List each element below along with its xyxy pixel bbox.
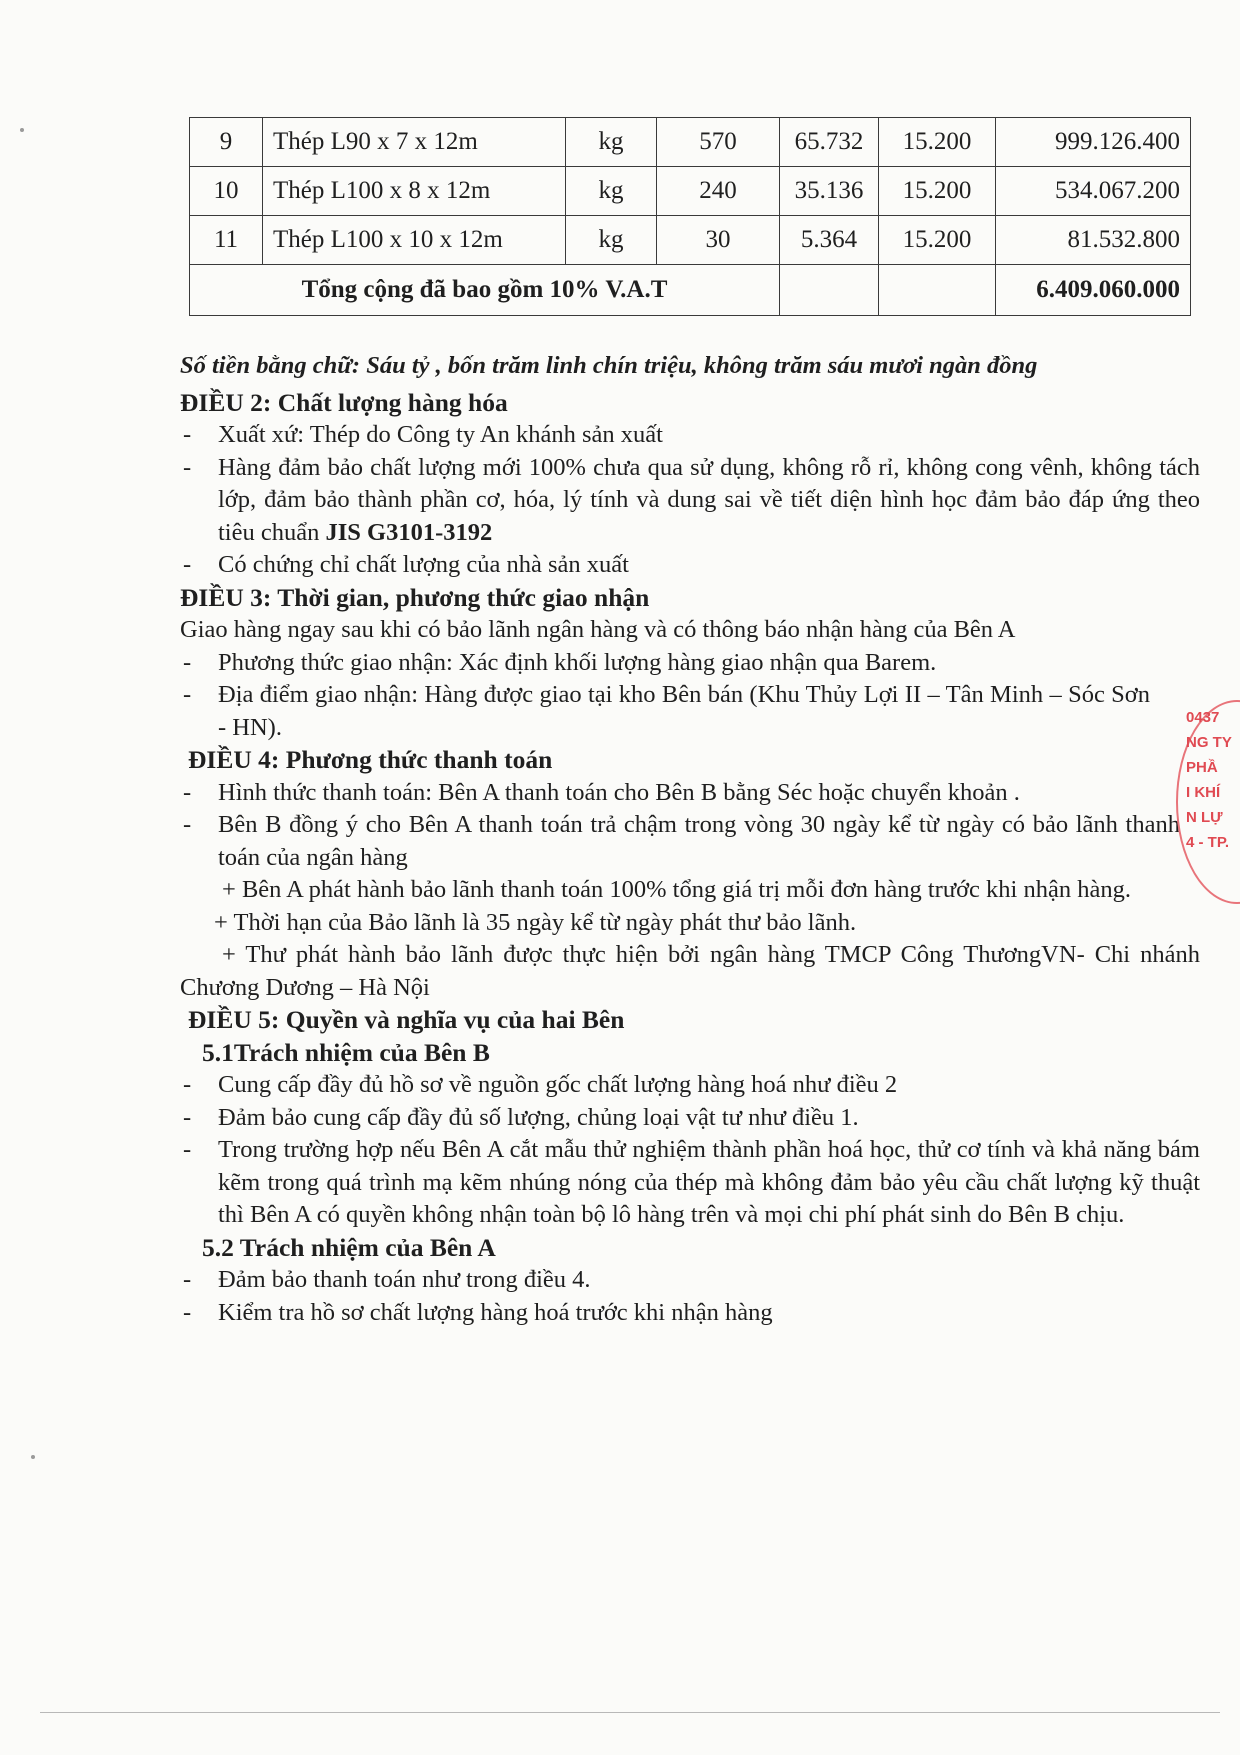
- grand-total: 6.409.060.000: [996, 265, 1191, 316]
- quality-standard: JIS G3101-3192: [325, 518, 493, 546]
- item-unit-price: 15.200: [879, 167, 996, 216]
- list-item: - Trong trường hợp nếu Bên A cắt mẫu thử nghiệm thành phần hoá học, thử cơ tính và khả năng bám kẽm trong quá trình mạ kẽm nhúng nóng của thép mà không đảm bảo yêu cầu chất lượng kỹ thuật thì Bên A có quyền không nhận toàn bộ lô hàng trên và mọi chi phí phát sinh do Bên B chịu.: [180, 1134, 1200, 1232]
- payment-detail: + Thư phát hành bảo lãnh được thực hiện bởi ngân hàng TMCP Công ThươngVN- Chi nhánh Chương Dương – Hà Nội: [180, 941, 1200, 1001]
- section-5-2-heading: 5.2 Trách nhiệm của Bên A: [202, 1232, 496, 1262]
- item-weight: 5.364: [780, 216, 879, 265]
- item-weight: 35.136: [780, 167, 879, 216]
- stamp-text: 4 - TP.: [1186, 834, 1230, 851]
- total-label: Tổng cộng đã bao gồm 10% V.A.T: [190, 265, 780, 316]
- list-item: - Bên B đồng ý cho Bên A thanh toán trả chậm trong vòng 30 ngày kể từ ngày có bảo lãnh thanh toán của ngân hàng: [180, 809, 1200, 874]
- item-total: 534.067.200: [996, 167, 1191, 216]
- quality-text: Hàng đảm bảo chất lượng mới 100% chưa qua sử dụng, không rỗ rỉ, không cong vênh, không tách lớp, đảm bảo thành phần cơ, hóa, lý tính và dung sai về tiết diện hình học đảm bảo đáp ứng theo tiêu chuẩn: [218, 453, 1200, 546]
- item-unit: kg: [566, 167, 657, 216]
- item-unit-price: 15.200: [879, 118, 996, 167]
- list-item: [180, 452, 1200, 550]
- row-number: 11: [190, 216, 263, 265]
- item-unit-price: 15.200: [879, 216, 996, 265]
- item-name: Thép L100 x 10 x 12m: [263, 216, 566, 265]
- list-item: - Địa điểm giao nhận: Hàng được giao tại kho Bên bán (Khu Thủy Lợi II – Tân Minh – Sóc Sơn - HN).: [180, 679, 1200, 744]
- item-unit: kg: [566, 216, 657, 265]
- item-total: 999.126.400: [996, 118, 1191, 167]
- contract-body: [180, 350, 1200, 1329]
- item-weight: 65.732: [780, 118, 879, 167]
- list-item: - Hình thức thanh toán: Bên A thanh toán cho Bên B bằng Séc hoặc chuyển khoản .: [180, 777, 1200, 810]
- table-row: [190, 216, 1191, 265]
- amount-label: Số tiền bằng chữ: [180, 352, 352, 379]
- table-row: [190, 167, 1191, 216]
- item-quantity: 240: [657, 167, 780, 216]
- item-total: 81.532.800: [996, 216, 1191, 265]
- table-row: [190, 118, 1191, 167]
- item-unit: kg: [566, 118, 657, 167]
- item-name: Thép L90 x 7 x 12m: [263, 118, 566, 167]
- payment-detail: + Thời hạn của Bảo lãnh là 35 ngày kể từ ngày phát thư bảo lãnh.: [214, 908, 857, 936]
- empty-cell: [780, 265, 879, 316]
- stamp-text: 0437: [1186, 709, 1220, 726]
- company-stamp: [1186, 705, 1240, 905]
- item-quantity: 30: [657, 216, 780, 265]
- article-3-intro: Giao hàng ngay sau khi có bảo lãnh ngân hàng và có thông báo nhận hàng của Bên A: [180, 616, 1016, 643]
- section-5-1-heading: 5.1Trách nhiệm của Bên B: [202, 1037, 490, 1067]
- scan-speck: [20, 128, 24, 132]
- amount-value: : Sáu tỷ , bốn trăm linh chín triệu, không trăm sáu mươi ngàn đồng: [351, 352, 1038, 379]
- goods-table: [189, 117, 1191, 316]
- item-name: Thép L100 x 8 x 12m: [263, 167, 566, 216]
- empty-cell: [879, 265, 996, 316]
- stamp-text: NG TY: [1186, 734, 1232, 751]
- list-item: - Kiểm tra hồ sơ chất lượng hàng hoá trước khi nhận hàng: [180, 1297, 1200, 1330]
- total-row: [190, 265, 1191, 316]
- row-number: 9: [190, 118, 263, 167]
- list-item: - Cung cấp đầy đủ hồ sơ về nguồn gốc chất lượng hàng hoá như điều 2: [180, 1069, 1200, 1102]
- page-bottom-rule: [40, 1712, 1220, 1713]
- row-number: 10: [190, 167, 263, 216]
- article-2-heading: ĐIỀU 2: Chất lượng hàng hóa: [180, 387, 508, 417]
- list-item: - Phương thức giao nhận: Xác định khối lượng hàng giao nhận qua Barem.: [180, 647, 1200, 680]
- list-item: - Xuất xứ: Thép do Công ty An khánh sản xuất: [180, 419, 1200, 452]
- stamp-text: PHẦ: [1186, 759, 1218, 776]
- stamp-text: N LỰ: [1186, 809, 1223, 826]
- article-3-heading: ĐIỀU 3: Thời gian, phương thức giao nhận: [180, 582, 650, 612]
- stamp-text: I KHÍ: [1186, 784, 1221, 801]
- list-item: - Đảm bảo cung cấp đầy đủ số lượng, chủng loại vật tư như điều 1.: [180, 1102, 1200, 1135]
- article-5-heading: ĐIỀU 5: Quyền và nghĩa vụ của hai Bên: [188, 1005, 625, 1034]
- scan-speck: [31, 1455, 35, 1459]
- amount-in-words: [180, 350, 1200, 383]
- payment-detail: + Bên A phát hành bảo lãnh thanh toán 100% tổng giá trị mỗi đơn hàng trước khi nhận hàng.: [222, 876, 1131, 903]
- list-item: - Có chứng chỉ chất lượng của nhà sản xuất: [180, 549, 1200, 582]
- article-4-heading: ĐIỀU 4: Phương thức thanh toán: [188, 745, 553, 774]
- item-quantity: 570: [657, 118, 780, 167]
- list-item: - Đảm bảo thanh toán như trong điều 4.: [180, 1264, 1200, 1297]
